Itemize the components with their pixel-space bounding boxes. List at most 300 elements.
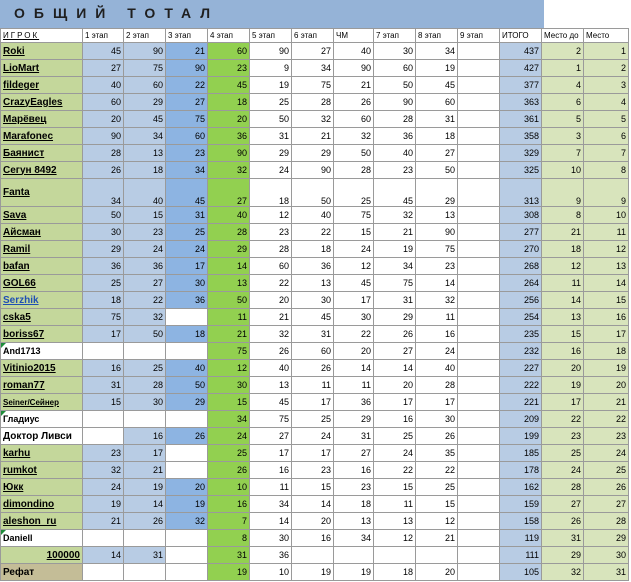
place-before-cell[interactable]: 27	[542, 496, 584, 513]
stage4-cell[interactable]: 45	[208, 77, 250, 94]
stage4-cell[interactable]: 90	[208, 145, 250, 162]
total-cell[interactable]: 105	[500, 564, 542, 581]
stage9-cell[interactable]	[458, 513, 500, 530]
stage7-cell[interactable]: 14	[374, 360, 416, 377]
stage3-cell[interactable]: 17	[166, 258, 208, 275]
stage7-cell[interactable]: 31	[374, 292, 416, 309]
header-place[interactable]: Место	[584, 29, 629, 43]
stage4-cell[interactable]: 21	[208, 326, 250, 343]
stage4-cell[interactable]: 27	[208, 179, 250, 207]
stage8-cell[interactable]: 35	[416, 445, 458, 462]
total-cell[interactable]: 185	[500, 445, 542, 462]
chm-cell[interactable]: 21	[334, 77, 374, 94]
chm-cell[interactable]: 31	[334, 428, 374, 445]
stage1-cell[interactable]	[83, 411, 124, 428]
player-name-cell[interactable]: Сегун 8492	[1, 162, 83, 179]
stage3-cell[interactable]: 23	[166, 145, 208, 162]
stage2-cell[interactable]: 16	[124, 428, 166, 445]
stage6-cell[interactable]: 50	[292, 179, 334, 207]
stage5-cell[interactable]: 9	[250, 60, 292, 77]
chm-cell[interactable]: 90	[334, 60, 374, 77]
stage1-cell[interactable]: 21	[83, 513, 124, 530]
stage5-cell[interactable]: 26	[250, 343, 292, 360]
stage9-cell[interactable]	[458, 258, 500, 275]
chm-cell[interactable]	[334, 547, 374, 564]
player-name-cell[interactable]: karhu	[1, 445, 83, 462]
stage6-cell[interactable]: 31	[292, 326, 334, 343]
place-cell[interactable]: 10	[584, 207, 629, 224]
stage9-cell[interactable]	[458, 60, 500, 77]
place-before-cell[interactable]: 21	[542, 224, 584, 241]
place-cell[interactable]: 5	[584, 111, 629, 128]
place-cell[interactable]: 6	[584, 128, 629, 145]
stage7-cell[interactable]: 18	[374, 564, 416, 581]
place-before-cell[interactable]: 13	[542, 309, 584, 326]
stage2-cell[interactable]	[124, 343, 166, 360]
stage6-cell[interactable]: 25	[292, 411, 334, 428]
stage2-cell[interactable]: 22	[124, 292, 166, 309]
place-before-cell[interactable]: 25	[542, 445, 584, 462]
stage8-cell[interactable]: 34	[416, 43, 458, 60]
player-name-cell[interactable]: 100000	[1, 547, 83, 564]
stage5-cell[interactable]: 30	[250, 530, 292, 547]
stage1-cell[interactable]: 23	[83, 445, 124, 462]
stage7-cell[interactable]: 20	[374, 377, 416, 394]
stage5-cell[interactable]: 31	[250, 128, 292, 145]
stage1-cell[interactable]: 15	[83, 394, 124, 411]
stage3-cell[interactable]	[166, 462, 208, 479]
header-stage5[interactable]: 5 этап	[250, 29, 292, 43]
stage7-cell[interactable]: 32	[374, 207, 416, 224]
stage3-cell[interactable]: 26	[166, 428, 208, 445]
stage1-cell[interactable]: 28	[83, 145, 124, 162]
place-before-cell[interactable]: 22	[542, 411, 584, 428]
stage2-cell[interactable]: 15	[124, 207, 166, 224]
stage4-cell[interactable]: 28	[208, 224, 250, 241]
total-cell[interactable]: 222	[500, 377, 542, 394]
player-name-cell[interactable]: Ramil	[1, 241, 83, 258]
stage3-cell[interactable]: 31	[166, 207, 208, 224]
stage4-cell[interactable]: 32	[208, 162, 250, 179]
place-before-cell[interactable]: 5	[542, 111, 584, 128]
stage9-cell[interactable]	[458, 564, 500, 581]
stage3-cell[interactable]: 75	[166, 111, 208, 128]
stage4-cell[interactable]: 10	[208, 479, 250, 496]
stage3-cell[interactable]	[166, 445, 208, 462]
place-before-cell[interactable]: 23	[542, 428, 584, 445]
stage4-cell[interactable]: 50	[208, 292, 250, 309]
stage8-cell[interactable]: 14	[416, 275, 458, 292]
stage5-cell[interactable]: 17	[250, 445, 292, 462]
stage7-cell[interactable]: 30	[374, 43, 416, 60]
stage2-cell[interactable]: 32	[124, 309, 166, 326]
stage4-cell[interactable]: 20	[208, 111, 250, 128]
stage7-cell[interactable]: 75	[374, 275, 416, 292]
stage9-cell[interactable]	[458, 94, 500, 111]
stage4-cell[interactable]: 11	[208, 309, 250, 326]
stage4-cell[interactable]: 34	[208, 411, 250, 428]
total-cell[interactable]: 162	[500, 479, 542, 496]
stage6-cell[interactable]: 32	[292, 111, 334, 128]
player-name-cell[interactable]: aleshon_ru	[1, 513, 83, 530]
place-before-cell[interactable]: 8	[542, 207, 584, 224]
place-before-cell[interactable]: 28	[542, 479, 584, 496]
stage1-cell[interactable]: 32	[83, 462, 124, 479]
player-name-cell[interactable]: Serzhik	[1, 292, 83, 309]
total-cell[interactable]: 363	[500, 94, 542, 111]
stage2-cell[interactable]	[124, 564, 166, 581]
stage2-cell[interactable]: 29	[124, 94, 166, 111]
stage5-cell[interactable]: 23	[250, 224, 292, 241]
stage3-cell[interactable]	[166, 530, 208, 547]
stage5-cell[interactable]: 13	[250, 377, 292, 394]
stage6-cell[interactable]: 40	[292, 207, 334, 224]
stage4-cell[interactable]: 60	[208, 43, 250, 60]
stage4-cell[interactable]: 18	[208, 94, 250, 111]
stage5-cell[interactable]: 22	[250, 275, 292, 292]
place-before-cell[interactable]: 18	[542, 241, 584, 258]
player-name-cell[interactable]: Баянист	[1, 145, 83, 162]
stage8-cell[interactable]: 50	[416, 162, 458, 179]
stage1-cell[interactable]: 19	[83, 496, 124, 513]
stage6-cell[interactable]: 29	[292, 145, 334, 162]
place-before-cell[interactable]: 6	[542, 94, 584, 111]
stage7-cell[interactable]: 13	[374, 513, 416, 530]
player-name-cell[interactable]: fildeger	[1, 77, 83, 94]
stage8-cell[interactable]: 32	[416, 292, 458, 309]
stage5-cell[interactable]: 25	[250, 94, 292, 111]
stage8-cell[interactable]: 60	[416, 94, 458, 111]
total-cell[interactable]: 221	[500, 394, 542, 411]
title-empty-cell[interactable]	[544, 0, 631, 28]
chm-cell[interactable]: 19	[334, 564, 374, 581]
stage2-cell[interactable]: 45	[124, 111, 166, 128]
stage7-cell[interactable]: 45	[374, 179, 416, 207]
chm-cell[interactable]: 17	[334, 292, 374, 309]
total-cell[interactable]: 232	[500, 343, 542, 360]
header-stage8[interactable]: 8 этап	[416, 29, 458, 43]
stage9-cell[interactable]	[458, 445, 500, 462]
total-cell[interactable]: 235	[500, 326, 542, 343]
stage9-cell[interactable]	[458, 43, 500, 60]
stage5-cell[interactable]: 75	[250, 411, 292, 428]
stage7-cell[interactable]: 17	[374, 394, 416, 411]
stage5-cell[interactable]: 18	[250, 179, 292, 207]
player-name-cell[interactable]: Гладиус	[1, 411, 83, 428]
stage4-cell[interactable]: 75	[208, 343, 250, 360]
total-cell[interactable]: 308	[500, 207, 542, 224]
place-cell[interactable]: 28	[584, 513, 629, 530]
stage7-cell[interactable]: 36	[374, 128, 416, 145]
stage6-cell[interactable]: 18	[292, 241, 334, 258]
chm-cell[interactable]: 34	[334, 530, 374, 547]
header-chm[interactable]: ЧМ	[334, 29, 374, 43]
stage1-cell[interactable]	[83, 530, 124, 547]
place-cell[interactable]: 2	[584, 60, 629, 77]
stage3-cell[interactable]	[166, 564, 208, 581]
stage7-cell[interactable]: 26	[374, 326, 416, 343]
stage3-cell[interactable]: 90	[166, 60, 208, 77]
player-name-cell[interactable]: Айсман	[1, 224, 83, 241]
header-stage4[interactable]: 4 этап	[208, 29, 250, 43]
stage8-cell[interactable]: 20	[416, 564, 458, 581]
place-cell[interactable]: 17	[584, 326, 629, 343]
stage1-cell[interactable]: 26	[83, 162, 124, 179]
stage5-cell[interactable]: 19	[250, 77, 292, 94]
chm-cell[interactable]: 75	[334, 207, 374, 224]
stage2-cell[interactable]: 30	[124, 394, 166, 411]
stage2-cell[interactable]: 27	[124, 275, 166, 292]
total-cell[interactable]: 277	[500, 224, 542, 241]
stage7-cell[interactable]: 24	[374, 445, 416, 462]
stage2-cell[interactable]	[124, 530, 166, 547]
stage5-cell[interactable]: 16	[250, 462, 292, 479]
stage6-cell[interactable]: 19	[292, 564, 334, 581]
stage8-cell[interactable]: 15	[416, 496, 458, 513]
stage9-cell[interactable]	[458, 179, 500, 207]
stage3-cell[interactable]: 25	[166, 224, 208, 241]
total-cell[interactable]: 325	[500, 162, 542, 179]
stage6-cell[interactable]	[292, 547, 334, 564]
stage3-cell[interactable]: 40	[166, 360, 208, 377]
stage6-cell[interactable]: 21	[292, 128, 334, 145]
total-cell[interactable]: 199	[500, 428, 542, 445]
place-cell[interactable]: 25	[584, 462, 629, 479]
place-before-cell[interactable]: 7	[542, 145, 584, 162]
place-cell[interactable]: 3	[584, 77, 629, 94]
stage6-cell[interactable]: 16	[292, 530, 334, 547]
chm-cell[interactable]: 26	[334, 94, 374, 111]
total-cell[interactable]: 111	[500, 547, 542, 564]
stage1-cell[interactable]: 36	[83, 258, 124, 275]
stage9-cell[interactable]	[458, 292, 500, 309]
stage9-cell[interactable]	[458, 343, 500, 360]
total-cell[interactable]: 377	[500, 77, 542, 94]
stage2-cell[interactable]: 18	[124, 162, 166, 179]
place-cell[interactable]: 9	[584, 179, 629, 207]
player-name-cell[interactable]: dimondino	[1, 496, 83, 513]
stage7-cell[interactable]: 50	[374, 77, 416, 94]
stage5-cell[interactable]: 12	[250, 207, 292, 224]
place-cell[interactable]: 18	[584, 343, 629, 360]
stage3-cell[interactable]	[166, 547, 208, 564]
stage4-cell[interactable]: 24	[208, 428, 250, 445]
chm-cell[interactable]: 32	[334, 128, 374, 145]
stage9-cell[interactable]	[458, 462, 500, 479]
stage3-cell[interactable]: 32	[166, 513, 208, 530]
stage3-cell[interactable]: 27	[166, 94, 208, 111]
stage3-cell[interactable]: 21	[166, 43, 208, 60]
place-before-cell[interactable]: 16	[542, 343, 584, 360]
stage2-cell[interactable]: 24	[124, 241, 166, 258]
stage3-cell[interactable]	[166, 343, 208, 360]
stage8-cell[interactable]: 21	[416, 530, 458, 547]
stage4-cell[interactable]: 7	[208, 513, 250, 530]
stage6-cell[interactable]: 22	[292, 224, 334, 241]
place-before-cell[interactable]: 15	[542, 326, 584, 343]
stage2-cell[interactable]: 34	[124, 128, 166, 145]
place-before-cell[interactable]: 26	[542, 513, 584, 530]
place-cell[interactable]: 22	[584, 411, 629, 428]
header-stage3[interactable]: 3 этап	[166, 29, 208, 43]
stage7-cell[interactable]: 40	[374, 145, 416, 162]
stage9-cell[interactable]	[458, 547, 500, 564]
stage7-cell[interactable]: 21	[374, 224, 416, 241]
place-before-cell[interactable]: 2	[542, 43, 584, 60]
stage9-cell[interactable]	[458, 394, 500, 411]
stage1-cell[interactable]: 16	[83, 360, 124, 377]
header-total[interactable]: ИТОГО	[500, 29, 542, 43]
stage5-cell[interactable]: 21	[250, 309, 292, 326]
stage8-cell[interactable]: 40	[416, 360, 458, 377]
place-before-cell[interactable]: 17	[542, 394, 584, 411]
header-stage1[interactable]: 1 этап	[83, 29, 124, 43]
stage7-cell[interactable]: 90	[374, 94, 416, 111]
total-cell[interactable]: 158	[500, 513, 542, 530]
player-name-cell[interactable]: Seiner/Сейнер	[1, 394, 83, 411]
total-cell[interactable]: 268	[500, 258, 542, 275]
chm-cell[interactable]: 15	[334, 224, 374, 241]
stage7-cell[interactable]: 60	[374, 60, 416, 77]
stage9-cell[interactable]	[458, 145, 500, 162]
total-cell[interactable]: 313	[500, 179, 542, 207]
place-cell[interactable]: 20	[584, 377, 629, 394]
place-cell[interactable]: 24	[584, 445, 629, 462]
place-before-cell[interactable]: 32	[542, 564, 584, 581]
chm-cell[interactable]: 25	[334, 179, 374, 207]
stage7-cell[interactable]: 16	[374, 411, 416, 428]
stage6-cell[interactable]: 17	[292, 445, 334, 462]
total-cell[interactable]: 264	[500, 275, 542, 292]
stage9-cell[interactable]	[458, 224, 500, 241]
stage1-cell[interactable]: 45	[83, 43, 124, 60]
stage1-cell[interactable]: 75	[83, 309, 124, 326]
place-cell[interactable]: 19	[584, 360, 629, 377]
stage3-cell[interactable]: 45	[166, 179, 208, 207]
stage9-cell[interactable]	[458, 309, 500, 326]
stage6-cell[interactable]: 11	[292, 377, 334, 394]
stage7-cell[interactable]: 28	[374, 111, 416, 128]
stage3-cell[interactable]: 36	[166, 292, 208, 309]
stage2-cell[interactable]: 60	[124, 77, 166, 94]
player-name-cell[interactable]: Марёвец	[1, 111, 83, 128]
chm-cell[interactable]: 50	[334, 145, 374, 162]
stage6-cell[interactable]: 15	[292, 479, 334, 496]
stage4-cell[interactable]: 40	[208, 207, 250, 224]
place-before-cell[interactable]: 24	[542, 462, 584, 479]
stage8-cell[interactable]: 27	[416, 145, 458, 162]
stage9-cell[interactable]	[458, 530, 500, 547]
place-before-cell[interactable]: 12	[542, 258, 584, 275]
stage1-cell[interactable]: 40	[83, 77, 124, 94]
stage6-cell[interactable]: 30	[292, 292, 334, 309]
stage9-cell[interactable]	[458, 275, 500, 292]
player-name-cell[interactable]: Roki	[1, 43, 83, 60]
place-cell[interactable]: 30	[584, 547, 629, 564]
player-name-cell[interactable]: Marafonec	[1, 128, 83, 145]
stage2-cell[interactable]: 40	[124, 179, 166, 207]
stage6-cell[interactable]: 36	[292, 258, 334, 275]
stage5-cell[interactable]: 14	[250, 513, 292, 530]
stage9-cell[interactable]	[458, 411, 500, 428]
stage6-cell[interactable]: 90	[292, 162, 334, 179]
player-name-cell[interactable]: Daniell	[1, 530, 83, 547]
player-name-cell[interactable]: cska5	[1, 309, 83, 326]
stage1-cell[interactable]: 31	[83, 377, 124, 394]
stage5-cell[interactable]: 50	[250, 111, 292, 128]
place-cell[interactable]: 16	[584, 309, 629, 326]
place-cell[interactable]: 13	[584, 258, 629, 275]
chm-cell[interactable]: 23	[334, 479, 374, 496]
player-name-cell[interactable]: And1713	[1, 343, 83, 360]
stage1-cell[interactable]: 14	[83, 547, 124, 564]
stage5-cell[interactable]: 20	[250, 292, 292, 309]
place-cell[interactable]: 31	[584, 564, 629, 581]
stage1-cell[interactable]: 90	[83, 128, 124, 145]
header-player[interactable]: ИГРОК	[1, 29, 83, 43]
stage8-cell[interactable]: 16	[416, 326, 458, 343]
place-cell[interactable]: 1	[584, 43, 629, 60]
stage7-cell[interactable]: 29	[374, 309, 416, 326]
stage6-cell[interactable]: 26	[292, 360, 334, 377]
place-before-cell[interactable]: 10	[542, 162, 584, 179]
stage9-cell[interactable]	[458, 207, 500, 224]
place-before-cell[interactable]: 11	[542, 275, 584, 292]
player-name-cell[interactable]: roman77	[1, 377, 83, 394]
chm-cell[interactable]: 11	[334, 377, 374, 394]
place-before-cell[interactable]: 1	[542, 60, 584, 77]
stage8-cell[interactable]: 11	[416, 309, 458, 326]
stage4-cell[interactable]: 15	[208, 394, 250, 411]
stage2-cell[interactable]: 25	[124, 360, 166, 377]
chm-cell[interactable]: 24	[334, 241, 374, 258]
place-before-cell[interactable]: 19	[542, 377, 584, 394]
chm-cell[interactable]: 28	[334, 162, 374, 179]
stage1-cell[interactable]: 34	[83, 179, 124, 207]
stage3-cell[interactable]: 20	[166, 479, 208, 496]
place-before-cell[interactable]: 3	[542, 128, 584, 145]
stage3-cell[interactable]: 24	[166, 241, 208, 258]
stage8-cell[interactable]: 31	[416, 111, 458, 128]
stage8-cell[interactable]: 29	[416, 179, 458, 207]
player-name-cell[interactable]: boriss67	[1, 326, 83, 343]
chm-cell[interactable]: 13	[334, 513, 374, 530]
stage1-cell[interactable]	[83, 428, 124, 445]
header-stage7[interactable]: 7 этап	[374, 29, 416, 43]
stage5-cell[interactable]: 34	[250, 496, 292, 513]
stage8-cell[interactable]: 26	[416, 428, 458, 445]
header-stage9[interactable]: 9 этап	[458, 29, 500, 43]
stage8-cell[interactable]: 17	[416, 394, 458, 411]
total-cell[interactable]: 256	[500, 292, 542, 309]
stage1-cell[interactable]: 20	[83, 111, 124, 128]
stage5-cell[interactable]: 28	[250, 241, 292, 258]
stage6-cell[interactable]: 24	[292, 428, 334, 445]
total-cell[interactable]: 178	[500, 462, 542, 479]
place-before-cell[interactable]: 9	[542, 179, 584, 207]
chm-cell[interactable]: 27	[334, 445, 374, 462]
stage5-cell[interactable]: 27	[250, 428, 292, 445]
place-cell[interactable]: 8	[584, 162, 629, 179]
place-cell[interactable]: 12	[584, 241, 629, 258]
stage6-cell[interactable]: 34	[292, 60, 334, 77]
stage6-cell[interactable]: 20	[292, 513, 334, 530]
stage6-cell[interactable]: 28	[292, 94, 334, 111]
stage2-cell[interactable]: 75	[124, 60, 166, 77]
stage5-cell[interactable]: 32	[250, 326, 292, 343]
stage3-cell[interactable]	[166, 411, 208, 428]
stage8-cell[interactable]: 75	[416, 241, 458, 258]
